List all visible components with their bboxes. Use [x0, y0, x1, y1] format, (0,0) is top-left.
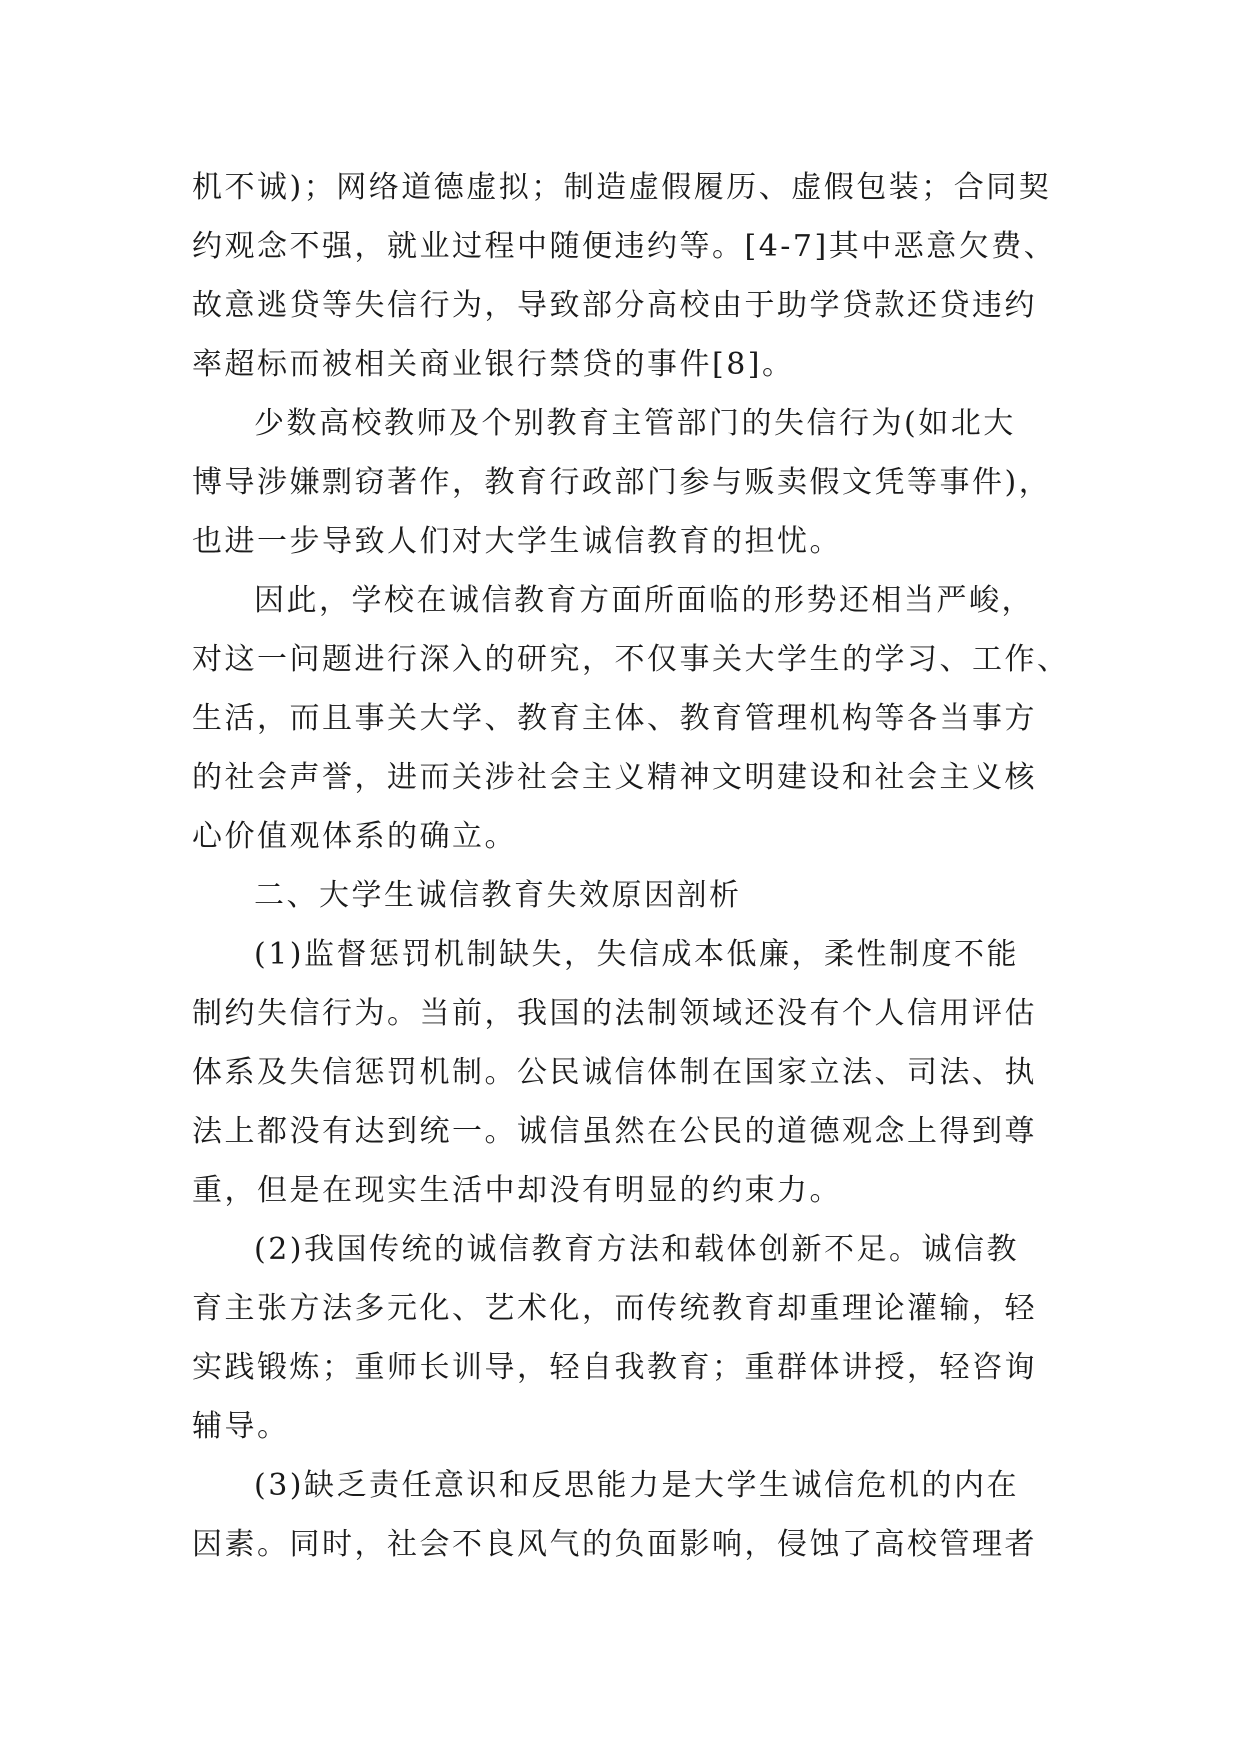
text-line: (1)监督惩罚机制缺失，失信成本低廉，柔性制度不能 — [254, 937, 1019, 972]
text-line: 体系及失信惩罚机制。公民诚信体制在国家立法、司法、执 — [192, 1055, 1037, 1090]
body-text — [192, 158, 1072, 1574]
text-line: 制约失信行为。当前，我国的法制领域还没有个人信用评估 — [192, 996, 1037, 1031]
text-line: 约观念不强，就业过程中随便违约等。[4-7]其中恶意欠费、 — [192, 229, 1057, 264]
text-line: 实践锻炼；重师长训导，轻自我教育；重群体讲授，轻咨询 — [192, 1350, 1037, 1385]
text-line: 也进一步导致人们对大学生诚信教育的担忧。 — [192, 524, 842, 559]
text-line: 心价值观体系的确立。 — [192, 819, 517, 854]
text-line: 机不诚)；网络道德虚拟；制造虚假履历、虚假包装；合同契 — [192, 170, 1052, 205]
text-line: 育主张方法多元化、艺术化，而传统教育却重理论灌输，轻 — [192, 1291, 1037, 1326]
text-line: 因此，学校在诚信教育方面所面临的形势还相当严峻， — [254, 583, 1034, 618]
text-line: 博导涉嫌剽窃著作，教育行政部门参与贩卖假文凭等事件)， — [192, 465, 1052, 500]
text-line: 因素。同时，社会不良风气的负面影响，侵蚀了高校管理者 — [192, 1527, 1037, 1562]
text-line: 二、大学生诚信教育失效原因剖析 — [254, 878, 742, 913]
text-line: 的社会声誉，进而关涉社会主义精神文明建设和社会主义核 — [192, 760, 1037, 795]
text-line: 重，但是在现实生活中却没有明显的约束力。 — [192, 1173, 842, 1208]
text-line: 生活，而且事关大学、教育主体、教育管理机构等各当事方 — [192, 701, 1037, 736]
text-line: (2)我国传统的诚信教育方法和载体创新不足。诚信教 — [254, 1232, 1019, 1267]
text-line: 率超标而被相关商业银行禁贷的事件[8]。 — [192, 347, 795, 382]
text-line: 对这一问题进行深入的研究，不仅事关大学生的学习、工作、 — [192, 642, 1070, 677]
text-line: 故意逃贷等失信行为，导致部分高校由于助学贷款还贷违约 — [192, 288, 1037, 323]
text-line: 法上都没有达到统一。诚信虽然在公民的道德观念上得到尊 — [192, 1114, 1037, 1149]
text-line: (3)缺乏责任意识和反思能力是大学生诚信危机的内在 — [254, 1468, 1019, 1503]
text-line: 辅导。 — [192, 1409, 290, 1444]
text-line: 少数高校教师及个别教育主管部门的失信行为(如北大 — [254, 406, 1016, 441]
